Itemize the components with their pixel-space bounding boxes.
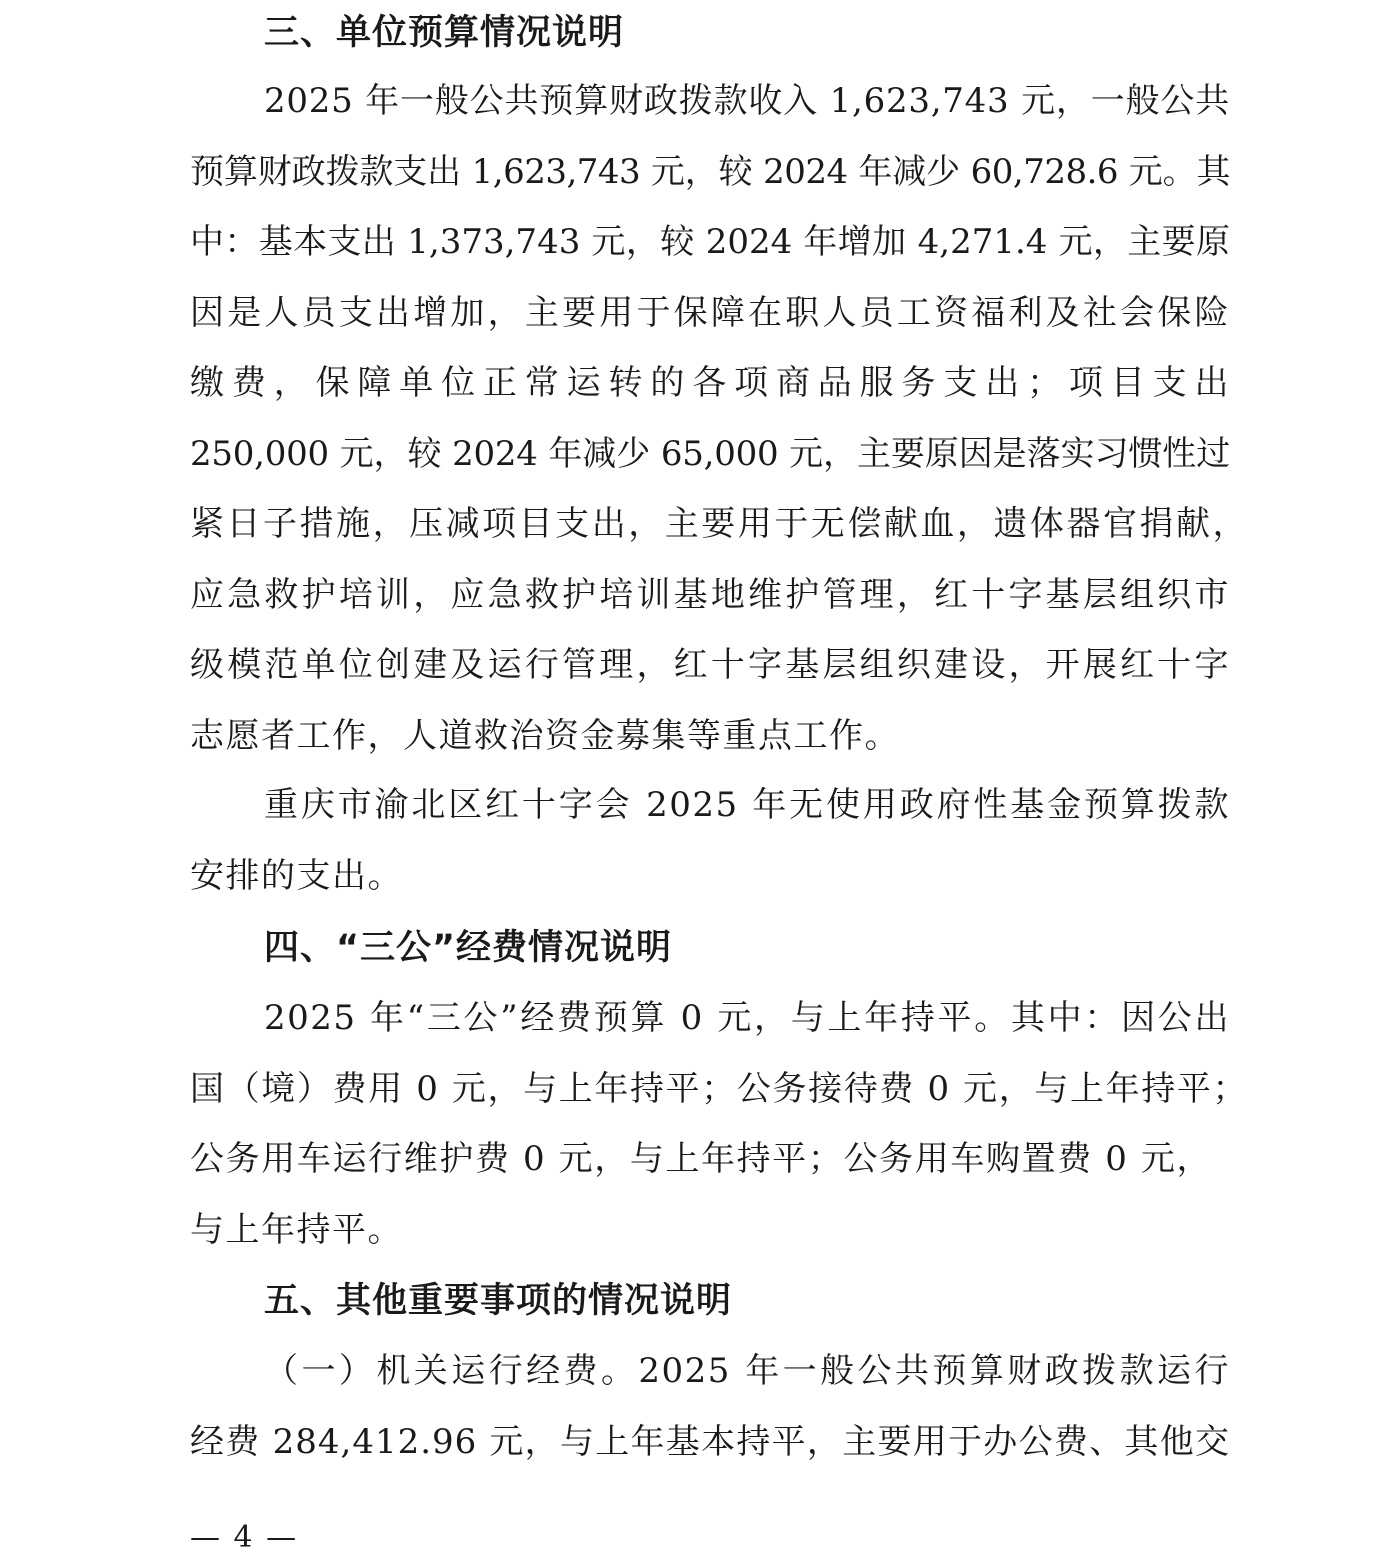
paragraph-line: 志愿者工作，人道救治资金募集等重点工作。 [190, 715, 900, 756]
paragraph-line: 中：基本支出 1,373,743 元，较 2024 年增加 4,271.4 元，主要原 [190, 222, 1230, 262]
section-3-heading: 三、单位预算情况说明 [264, 13, 625, 53]
paragraph-line: 与上年持平。 [190, 1209, 403, 1250]
paragraph-line: 国（境）费用 0 元，与上年持平；公务接待费 0 元，与上年持平； [190, 1068, 1248, 1109]
paragraph-line: 250,000 元，较 2024 年减少 65,000 元，主要原因是落实习惯性过 [190, 433, 1230, 474]
paragraph-line: 安排的支出。 [190, 855, 403, 896]
paragraph-line: 重庆市渝北区红十字会 2025 年无使用政府性基金预算拨款 [264, 785, 1230, 825]
paragraph-line: 紧日子措施，压减项目支出，主要用于无偿献血，遗体器官捐献， [190, 504, 1248, 544]
paragraph-line: 公务用车运行维护费 0 元，与上年持平；公务用车购置费 0 元， [190, 1139, 1212, 1179]
page-number: — 4 — [190, 1520, 299, 1555]
paragraph-line: 缴费，保障单位正常运转的各项商品服务支出；项目支出 [190, 363, 1230, 403]
section-3-paragraph-1 [190, 66, 1248, 771]
paragraph-line: 经费 284,412.96 元，与上年基本持平，主要用于办公费、其他交 [190, 1421, 1230, 1462]
section-4-paragraph-1 [190, 983, 1248, 1265]
paragraph-line: （一）机关运行经费。2025 年一般公共预算财政拨款运行 [264, 1351, 1230, 1391]
paragraph-line: 因是人员支出增加，主要用于保障在职人员工资福利及社会保险 [190, 292, 1230, 333]
paragraph-line: 级模范单位创建及运行管理，红十字基层组织建设，开展红十字 [190, 645, 1230, 685]
section-5-paragraph-1 [190, 1336, 1230, 1477]
section-5-heading: 五、其他重要事项的情况说明 [264, 1281, 733, 1321]
paragraph-line: 预算财政拨款支出 1,623,743 元，较 2024 年减少 60,728.6 元。其 [190, 151, 1230, 192]
section-4-heading: 四、“三公”经费情况说明 [264, 928, 673, 968]
section-3-paragraph-2 [190, 770, 1230, 911]
paragraph-line: 2025 年一般公共预算财政拨款收入 1,623,743 元，一般公共 [264, 81, 1230, 121]
paragraph-line: 2025 年“三公”经费预算 0 元，与上年持平。其中：因公出 [264, 998, 1230, 1038]
paragraph-line: 应急救护培训，应急救护培训基地维护管理，红十字基层组织市 [190, 574, 1230, 615]
